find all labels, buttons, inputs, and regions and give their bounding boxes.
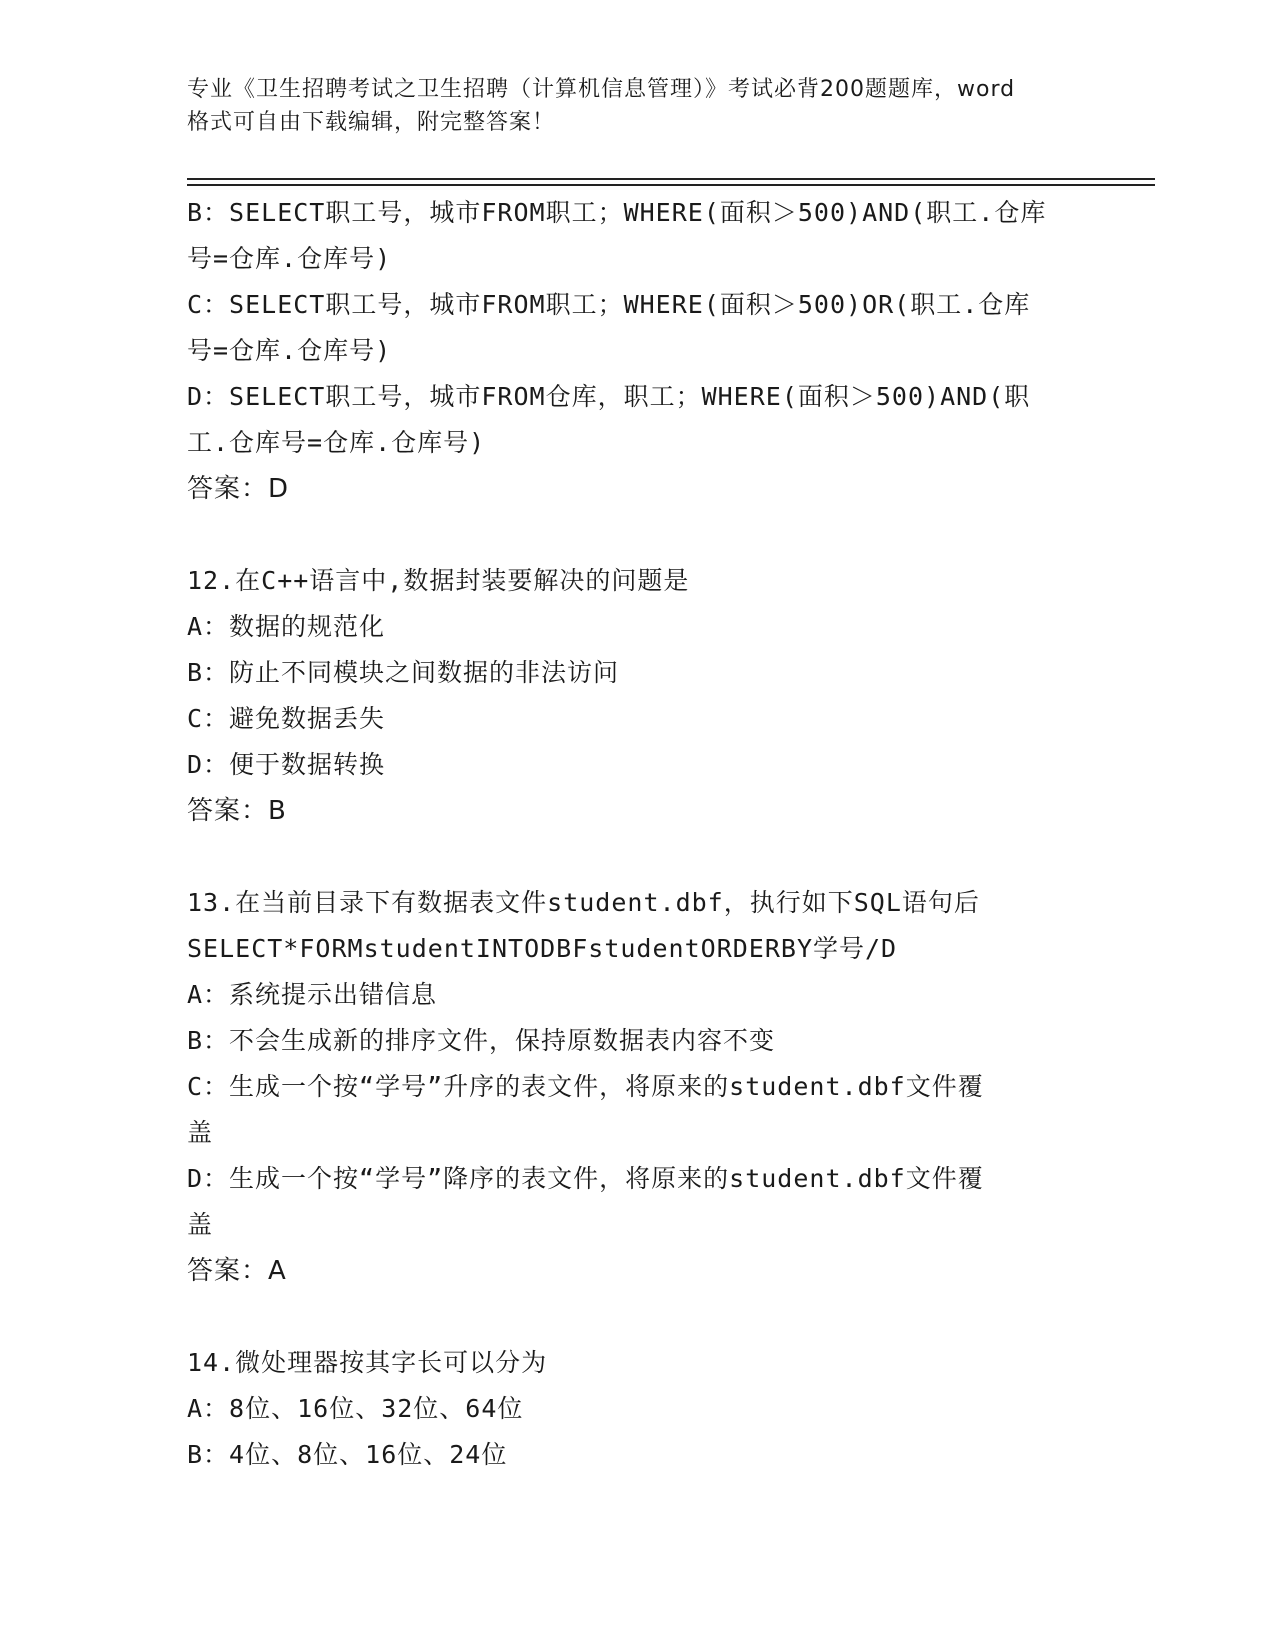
question-11-block — [187, 190, 1087, 512]
header-title-line-2: 格式可自由下载编辑，附完整答案！ — [187, 110, 556, 135]
question-13-block — [187, 880, 1087, 1294]
question-spacer — [187, 1294, 1087, 1340]
question-12-block — [187, 558, 1087, 834]
q13-option-d-line-1: D：生成一个按“学号”降序的表文件，将原来的student.dbf文件覆 — [187, 1164, 984, 1193]
q11-option-b-line-2: 号=仓库.仓库号) — [187, 244, 392, 273]
header-divider-bottom — [187, 184, 1155, 186]
header-title-line-1: 专业《卫生招聘考试之卫生招聘（计算机信息管理）》考试必背200题题库，word — [187, 77, 1016, 102]
q12-option-c: C：避免数据丢失 — [187, 704, 386, 733]
q11-answer: 答案：D — [187, 474, 290, 504]
q13-option-d-line-2: 盖 — [187, 1210, 214, 1239]
question-spacer — [187, 834, 1087, 880]
q11-option-d-line-1: D：SELECT职工号，城市FROM仓库，职工；WHERE(面积＞500)AND(职 — [187, 382, 1031, 411]
q11-option-d-line-2: 工.仓库号=仓库.仓库号) — [187, 428, 486, 457]
q12-option-d: D：便于数据转换 — [187, 750, 386, 779]
q13-option-b: B：不会生成新的排序文件，保持原数据表内容不变 — [187, 1026, 776, 1055]
q13-answer: 答案：A — [187, 1256, 287, 1286]
q14-question: 14.微处理器按其字长可以分为 — [187, 1348, 548, 1377]
q13-option-c-line-2: 盖 — [187, 1118, 214, 1147]
question-content — [187, 190, 1087, 1478]
question-spacer — [187, 512, 1087, 558]
q12-answer: 答案：B — [187, 796, 287, 826]
q11-option-c-line-1: C：SELECT职工号，城市FROM职工；WHERE(面积＞500)OR(职工.仓库 — [187, 290, 1031, 319]
header-divider-top — [187, 178, 1155, 180]
q12-question: 12.在C++语言中,数据封装要解决的问题是 — [187, 566, 690, 595]
q13-question-line-1: 13.在当前目录下有数据表文件student.dbf，执行如下SQL语句后 — [187, 888, 980, 917]
q14-option-b: B：4位、8位、16位、24位 — [187, 1440, 508, 1469]
q14-option-a: A：8位、16位、32位、64位 — [187, 1394, 524, 1423]
q11-option-c-line-2: 号=仓库.仓库号) — [187, 336, 392, 365]
q13-option-a: A：系统提示出错信息 — [187, 980, 438, 1009]
document-header — [187, 73, 1087, 139]
q12-option-a: A：数据的规范化 — [187, 612, 386, 641]
q11-option-b-line-1: B：SELECT职工号，城市FROM职工；WHERE(面积＞500)AND(职工.仓库 — [187, 198, 1047, 227]
q13-question-line-2: SELECT*FORMstudentINTODBFstudentORDERBY学号/D — [187, 934, 898, 963]
question-14-block — [187, 1340, 1087, 1478]
q12-option-b: B：防止不同模块之间数据的非法访问 — [187, 658, 620, 687]
q13-option-c-line-1: C：生成一个按“学号”升序的表文件，将原来的student.dbf文件覆 — [187, 1072, 984, 1101]
